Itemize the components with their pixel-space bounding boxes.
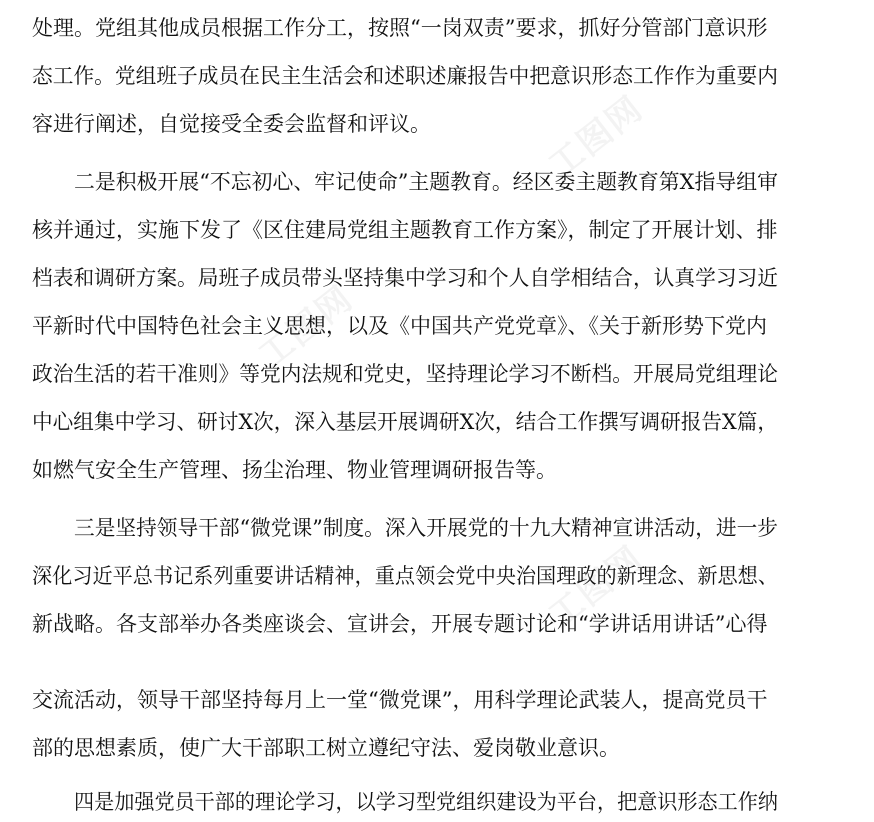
text-line-7: 平新时代中国特色社会主义思想，以及《中国共产党党章》、《关于新形势下党内	[32, 314, 767, 338]
text-line-2: 态工作。党组班子成员在民主生活会和述职述廉报告中把意识形态工作作为重要内	[32, 64, 778, 88]
watermark: 工图网	[541, 88, 652, 187]
text-line-6: 档表和调研方案。局班子成员带头坚持集中学习和个人自学相结合，认真学习习近	[32, 266, 778, 290]
watermark: 工图网	[251, 278, 362, 377]
text-line-4: 二是积极开展“不忘初心、牢记使命”主题教育。经区委主题教育第X指导组审	[74, 170, 778, 194]
text-line-15: 部的思想素质，使广大干部职工树立遵纪守法、爱岗敬业意识。	[32, 736, 620, 760]
watermark: 工图网	[541, 538, 652, 637]
text-line-8: 政治生活的若干准则》等党内法规和党史，坚持理论学习不断档。开展局党组理论	[32, 362, 778, 386]
text-line-3: 容进行阐述，自觉接受全委会监督和评议。	[32, 112, 431, 136]
text-line-12: 深化习近平总书记系列重要讲话精神，重点领会党中央治国理政的新理念、新思想、	[32, 564, 778, 588]
text-line-13: 新战略。各支部举办各类座谈会、宣讲会，开展专题讨论和“学讲话用讲话”心得	[32, 612, 768, 636]
text-line-5: 核并通过，实施下发了《区住建局党组主题教育工作方案》，制定了开展计划、排	[32, 218, 778, 242]
text-line-1: 处理。党组其他成员根据工作分工，按照“一岗双责”要求，抓好分管部门意识形	[32, 16, 768, 40]
text-line-14: 交流活动，领导干部坚持每月上一堂“微党课”，用科学理论武装人，提高党员干	[32, 688, 768, 712]
text-line-10: 如燃气安全生产管理、扬尘治理、物业管理调研报告等。	[32, 458, 557, 482]
text-line-16: 四是加强党员干部的理论学习，以学习型党组织建设为平台，把意识形态工作纳	[74, 790, 778, 814]
text-line-9: 中心组集中学习、研讨X次，深入基层开展调研X次，结合工作撰写调研报告X篇，	[32, 410, 778, 434]
text-line-11: 三是坚持领导干部“微党课”制度。深入开展党的十九大精神宣讲活动，进一步	[74, 516, 778, 540]
